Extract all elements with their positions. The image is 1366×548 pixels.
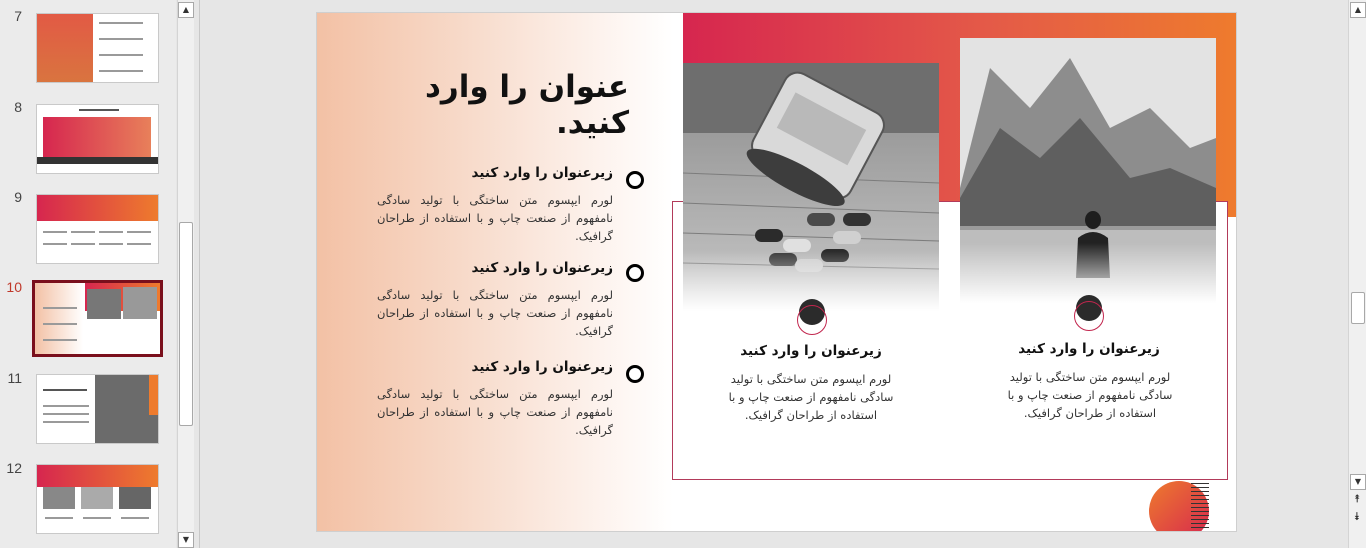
thumbnail-number: 11: [7, 370, 22, 386]
thumbnail-text-line: [43, 339, 77, 341]
column-title-1[interactable]: زیرعنوان را وارد کنید: [740, 343, 882, 359]
decorative-lines: [1191, 483, 1209, 531]
scroll-down-icon[interactable]: ▼: [178, 532, 194, 548]
thumbnail-scrollbar[interactable]: [177, 0, 194, 548]
thumbnail-text-line: [71, 243, 95, 245]
thumbnail-text-line: [43, 243, 67, 245]
thumbnail-text-line: [43, 307, 77, 309]
thumbnail-text-line: [99, 231, 123, 233]
thumbnail-graphic: [149, 375, 158, 415]
thumbnail-text-line: [99, 38, 143, 40]
slide-editor: [199, 0, 1342, 548]
editor-scrollbar[interactable]: [1348, 0, 1366, 548]
item-title-2[interactable]: زیرعنوان را وارد کنید: [471, 260, 613, 276]
thumbnail-graphic: [35, 283, 83, 354]
item-body-1[interactable]: لورم ایپسوم متن ساختگی با تولید سادگی نامفهوم از صنعت چاپ و با استفاده از طراحان گرافیک.: [377, 193, 613, 243]
column-body-1[interactable]: لورم ایپسوم متن ساختگی با تولید سادگی نامفهوم از صنعت چاپ و با استفاده از طراحان گرافیک.: [728, 372, 894, 422]
slide-thumbnail-8[interactable]: [36, 104, 159, 174]
item-body-2[interactable]: لورم ایپسوم متن ساختگی با تولید سادگی نامفهوم از صنعت چاپ و با استفاده از طراحان گرافیک.: [377, 288, 613, 338]
thumbnail-text-line: [43, 413, 89, 415]
thumbnail-graphic: [81, 487, 113, 509]
photo-fade: [960, 243, 1216, 303]
mountain-lake-photo[interactable]: [960, 38, 1216, 303]
thumbnail-number: 10: [6, 279, 22, 295]
thumbnail-graphic: [37, 157, 158, 164]
slide-thumbnail-pane: [0, 0, 176, 548]
thumbnail-graphic: [43, 487, 75, 509]
thumbnail-text-line: [127, 231, 151, 233]
scroll-up-icon[interactable]: ▲: [178, 2, 194, 18]
thumbnail-text-line: [99, 22, 143, 24]
thumbnail-number: 8: [14, 99, 22, 115]
thumbnail-graphic: [37, 465, 158, 487]
thumbnail-text-line: [43, 323, 77, 325]
slide-canvas[interactable]: [316, 12, 1237, 532]
previous-slide-icon[interactable]: ⯭: [1353, 492, 1361, 505]
slide-thumbnail-11[interactable]: [36, 374, 159, 444]
bullet-icon: [626, 171, 644, 189]
thumbnail-text-line: [99, 243, 123, 245]
thumbnail-number: 7: [14, 8, 22, 24]
thumbnail-text-line: [71, 231, 95, 233]
column-ring-1: [797, 305, 827, 335]
thumbnail-graphic: [37, 195, 158, 221]
thumbnail-graphic: [37, 14, 93, 82]
pills-bottle-photo[interactable]: [683, 63, 939, 311]
scrollbar-thumb[interactable]: [1351, 292, 1365, 324]
scroll-down-icon[interactable]: ▼: [1350, 474, 1366, 490]
thumbnail-text-line: [43, 421, 89, 423]
thumbnail-graphic: [43, 117, 151, 157]
item-title-1[interactable]: زیرعنوان را وارد کنید: [471, 165, 613, 181]
slide-thumbnail-7[interactable]: [36, 13, 159, 83]
scrollbar-thumb[interactable]: [179, 222, 193, 426]
column-body-2[interactable]: لورم ایپسوم متن ساختگی با تولید سادگی نامفهوم از صنعت چاپ و با استفاده از طراحان گرافیک.: [1007, 370, 1173, 420]
slide-thumbnail-10[interactable]: [32, 280, 163, 357]
thumbnail-graphic: [123, 287, 157, 319]
thumbnail-graphic: [119, 487, 151, 509]
column-ring-2: [1074, 301, 1104, 331]
bullet-icon: [626, 365, 644, 383]
thumbnail-text-line: [43, 231, 67, 233]
slide-title[interactable]: عنوان را وارد کنید.: [424, 69, 629, 141]
thumbnail-text-line: [121, 517, 149, 519]
column-title-2[interactable]: زیرعنوان را وارد کنید: [1018, 341, 1160, 357]
thumbnail-text-line: [43, 389, 87, 391]
slide-thumbnail-12[interactable]: [36, 464, 159, 534]
thumbnail-text-line: [83, 517, 111, 519]
thumbnail-text-line: [45, 517, 73, 519]
item-title-3[interactable]: زیرعنوان را وارد کنید: [471, 359, 613, 375]
thumbnail-text-line: [99, 70, 143, 72]
thumbnail-text-line: [79, 109, 119, 111]
thumbnail-text-line: [43, 405, 89, 407]
scroll-up-icon[interactable]: ▲: [1350, 2, 1366, 18]
item-body-3[interactable]: لورم ایپسوم متن ساختگی با تولید سادگی نامفهوم از صنعت چاپ و با استفاده از طراحان گرافیک.: [377, 387, 613, 437]
bullet-icon: [626, 264, 644, 282]
slide-thumbnail-9[interactable]: [36, 194, 159, 264]
next-slide-icon[interactable]: ⯯: [1353, 510, 1361, 523]
thumbnail-number: 9: [14, 189, 22, 205]
thumbnail-text-line: [127, 243, 151, 245]
thumbnail-number: 12: [6, 460, 22, 476]
thumbnail-graphic: [87, 289, 121, 319]
thumbnail-text-line: [99, 54, 143, 56]
